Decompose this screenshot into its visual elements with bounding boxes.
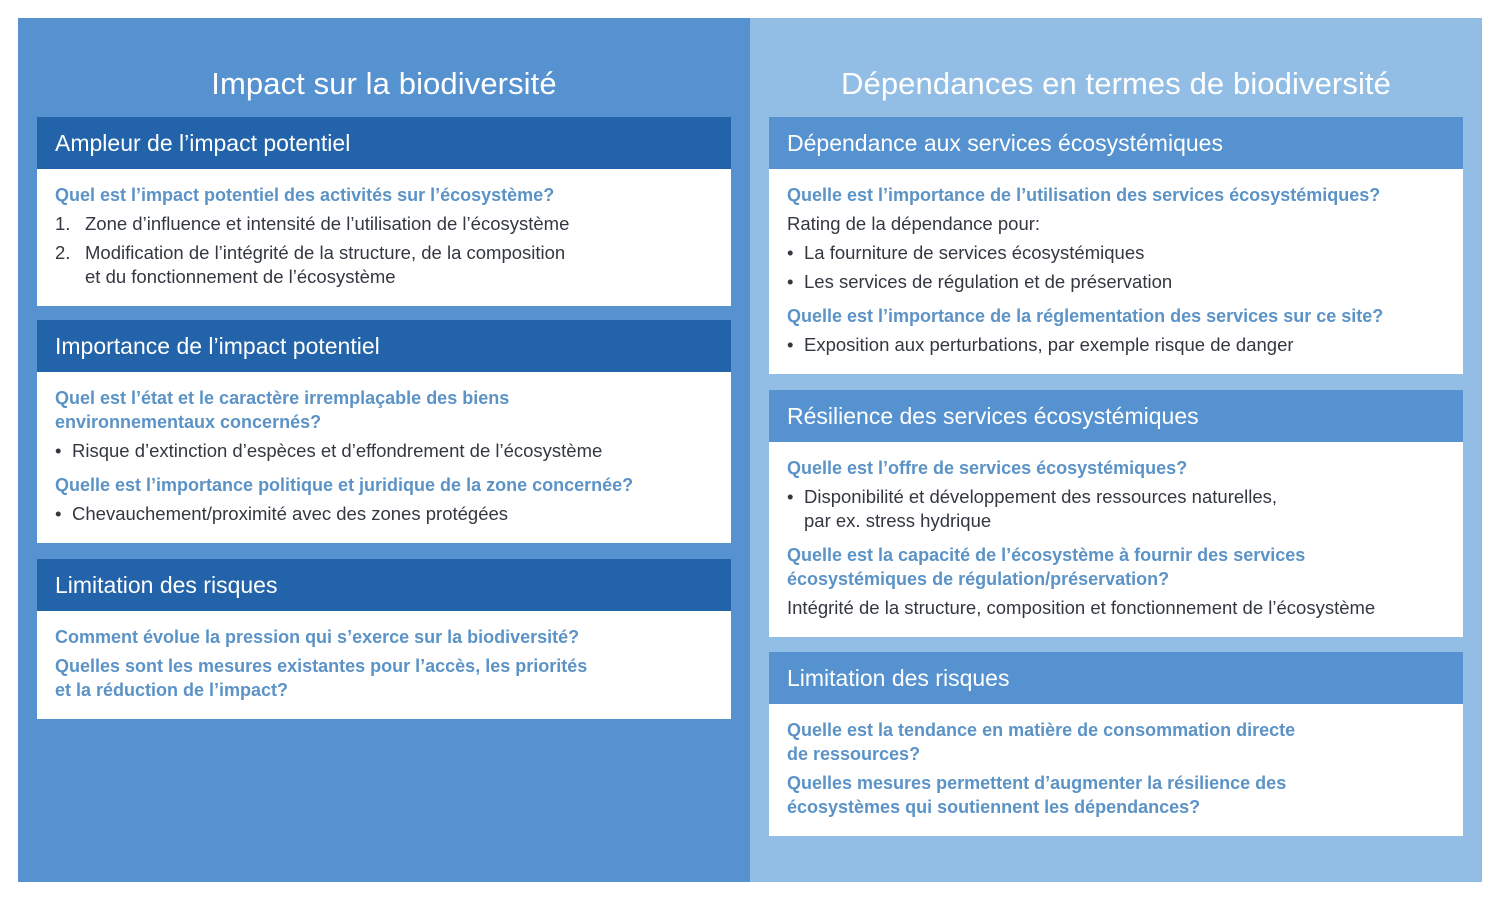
- question: [55, 386, 713, 434]
- card-header: Limitation des risques: [37, 559, 731, 611]
- card-limitation-right: [769, 652, 1463, 836]
- list-item: [787, 241, 1445, 265]
- card-body: [769, 442, 1463, 637]
- impact-panel-title: Impact sur la biodiversité: [211, 66, 557, 101]
- question-line1: Quelle est la capacité de l’écosystème à fournir des services: [787, 545, 1306, 565]
- bullet-icon: •: [787, 334, 794, 355]
- question: Quelle est l’importance politique et juridique de la zone concernée?: [55, 475, 634, 495]
- list-item: [787, 485, 1445, 533]
- question-line1: Quelles sont les mesures existantes pour l’accès, les priorités: [55, 656, 588, 676]
- question-line1: Quel est l’état et le caractère irremplaçable des biens: [55, 388, 510, 408]
- bullet-icon: •: [787, 271, 794, 292]
- card-body: [37, 372, 731, 543]
- dependance-panel: [750, 18, 1482, 882]
- question-line1: Quelle est la tendance en matière de consommation directe: [787, 720, 1296, 740]
- list-item: [55, 241, 713, 289]
- plain-text: Intégrité de la structure, composition et fonctionnement de l’écosystème: [787, 597, 1376, 618]
- question: Quel est l’impact potentiel des activités sur l’écosystème?: [55, 185, 555, 205]
- list-item-text-line2: par ex. stress hydrique: [804, 510, 992, 531]
- card-dependance: [769, 117, 1463, 374]
- question-line2: de ressources?: [787, 744, 921, 764]
- question: Quelle est l’offre de services écosystémiques?: [787, 458, 1188, 478]
- list-item-text: Risque d’extinction d’espèces et d’effondrement de l’écosystème: [72, 440, 603, 461]
- card-body: [769, 169, 1463, 374]
- list-item: [787, 333, 1445, 357]
- card-header: Limitation des risques: [769, 652, 1463, 704]
- list-item-text-line2: et du fonctionnement de l’écosystème: [85, 266, 396, 287]
- impact-panel: [18, 18, 750, 882]
- question: [787, 543, 1445, 591]
- card-header: Dépendance aux services écosystémiques: [769, 117, 1463, 169]
- card-resilience: [769, 390, 1463, 637]
- card-header: Ampleur de l’impact potentiel: [37, 117, 731, 169]
- card-body: [769, 704, 1463, 836]
- card-header: Importance de l’impact potentiel: [37, 320, 731, 372]
- list-item-text: La fourniture de services écosystémiques: [804, 242, 1145, 263]
- question-line2: écosystèmes qui soutiennent les dépendances?: [787, 797, 1201, 817]
- list-number: 1.: [55, 213, 71, 234]
- bullet-icon: •: [55, 440, 62, 461]
- card-header: Résilience des services écosystémiques: [769, 390, 1463, 442]
- bullet-icon: •: [55, 503, 62, 524]
- question: [55, 654, 713, 702]
- list-item: [55, 439, 713, 463]
- question: Quelle est l’importance de la réglementation des services sur ce site?: [787, 306, 1384, 326]
- question: Quelle est l’importance de l’utilisation des services écosystémiques?: [787, 185, 1381, 205]
- card-body: [37, 611, 731, 719]
- list-item-text: Exposition aux perturbations, par exemple risque de danger: [804, 334, 1294, 355]
- list-item-text: Chevauchement/proximité avec des zones protégées: [72, 503, 509, 524]
- list-item-text-line1: Modification de l’intégrité de la structure, de la composition: [85, 242, 566, 263]
- card-limitation-left: [37, 559, 731, 719]
- plain-text: Rating de la dépendance pour:: [787, 213, 1041, 234]
- question-line2: environnementaux concernés?: [55, 412, 322, 432]
- list-item: [55, 212, 713, 236]
- card-importance: [37, 320, 731, 543]
- question: Comment évolue la pression qui s’exerce sur la biodiversité?: [55, 627, 580, 647]
- card-ampleur: [37, 117, 731, 306]
- list-item-text: Zone d’influence et intensité de l’utilisation de l’écosystème: [85, 213, 570, 234]
- question-line2: écosystémiques de régulation/préservation?: [787, 569, 1170, 589]
- list-item-text: Les services de régulation et de préservation: [804, 271, 1173, 292]
- list-item: [55, 502, 713, 526]
- question: [787, 718, 1445, 766]
- bullet-icon: •: [787, 486, 794, 507]
- question: [787, 771, 1445, 819]
- dependance-panel-title: Dépendances en termes de biodiversité: [841, 66, 1391, 101]
- list-number: 2.: [55, 242, 71, 263]
- list-item: [787, 270, 1445, 294]
- question-line2: et la réduction de l’impact?: [55, 680, 289, 700]
- list-item-text-line1: Disponibilité et développement des ressources naturelles,: [804, 486, 1278, 507]
- bullet-icon: •: [787, 242, 794, 263]
- card-body: [37, 169, 731, 306]
- question-line1: Quelles mesures permettent d’augmenter la résilience des: [787, 773, 1287, 793]
